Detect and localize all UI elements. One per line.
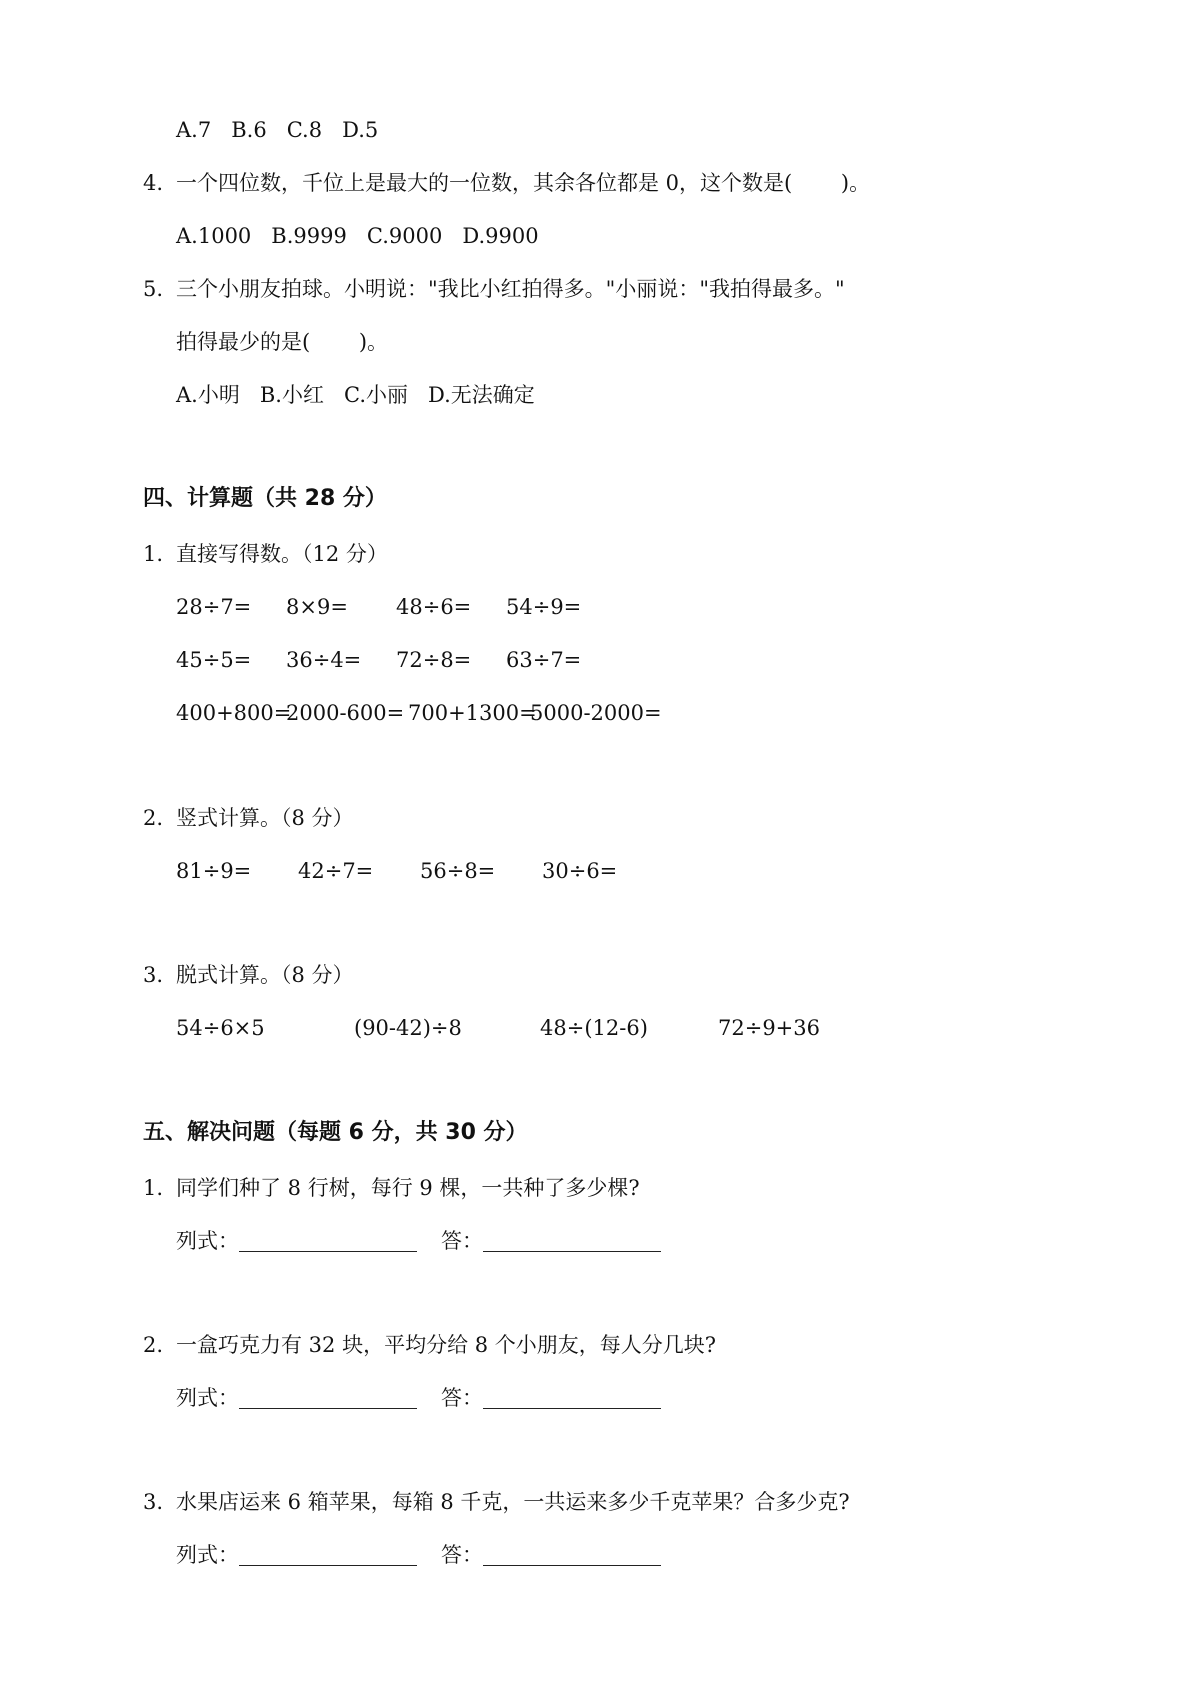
section4-title: 四、计算题（共 28 分） bbox=[143, 486, 387, 511]
answer-blank[interactable] bbox=[483, 1545, 661, 1566]
s5-p3-answer-row bbox=[176, 1545, 661, 1566]
calc-item: 28÷7= bbox=[176, 595, 252, 619]
q3-options: A.7 B.6 C.8 D.5 bbox=[176, 118, 379, 142]
q4-options: A.1000 B.9999 C.9000 D.9900 bbox=[176, 224, 539, 248]
s4-p1-number: 1. bbox=[143, 542, 164, 566]
calc-item: 30÷6= bbox=[542, 859, 618, 883]
calc-item: 48÷(12-6) bbox=[540, 1016, 648, 1040]
calc-row-3 bbox=[176, 703, 662, 724]
s4-p2-text: 竖式计算。（8 分） bbox=[176, 806, 354, 830]
calc-item: 45÷5= bbox=[176, 648, 252, 672]
calc-item: 63÷7= bbox=[506, 648, 582, 672]
calc-item: 36÷4= bbox=[286, 648, 362, 672]
section5-title: 五、解决问题（每题 6 分，共 30 分） bbox=[143, 1120, 528, 1145]
answer-label: 答： bbox=[441, 1229, 483, 1253]
q5-number: 5. bbox=[143, 277, 164, 301]
calc-item: (90-42)÷8 bbox=[354, 1016, 462, 1040]
calc-item: 54÷6×5 bbox=[176, 1016, 265, 1040]
calc-row-2 bbox=[176, 650, 581, 671]
q4-text: 一个四位数，千位上是最大的一位数，其余各位都是 0，这个数是( )。 bbox=[176, 171, 871, 195]
calc-item: 5000-2000= bbox=[530, 701, 662, 725]
formula-label: 列式： bbox=[176, 1386, 239, 1410]
s5-p2-number: 2. bbox=[143, 1333, 164, 1357]
calc-item: 81÷9= bbox=[176, 859, 252, 883]
formula-label: 列式： bbox=[176, 1229, 239, 1253]
calc-item: 72÷9+36 bbox=[718, 1016, 820, 1040]
formula-blank[interactable] bbox=[239, 1388, 417, 1409]
calc-item: 700+1300= bbox=[408, 701, 537, 725]
formula-blank[interactable] bbox=[239, 1231, 417, 1252]
calc-item: 54÷9= bbox=[506, 595, 582, 619]
calc-item: 42÷7= bbox=[298, 859, 374, 883]
s4-p2-number: 2. bbox=[143, 806, 164, 830]
answer-blank[interactable] bbox=[483, 1388, 661, 1409]
formula-blank[interactable] bbox=[239, 1545, 417, 1566]
calc-item: 72÷8= bbox=[396, 648, 472, 672]
answer-label: 答： bbox=[441, 1543, 483, 1567]
calc-item: 2000-600= bbox=[286, 701, 405, 725]
s5-p1-number: 1. bbox=[143, 1176, 164, 1200]
q5-text-line1: 三个小朋友拍球。小明说："我比小红拍得多。"小丽说："我拍得最多。" bbox=[176, 277, 845, 301]
formula-label: 列式： bbox=[176, 1543, 239, 1567]
answer-label: 答： bbox=[441, 1386, 483, 1410]
calc-item: 48÷6= bbox=[396, 595, 472, 619]
s5-p2-text: 一盒巧克力有 32 块，平均分给 8 个小朋友，每人分几块? bbox=[176, 1333, 717, 1357]
calc-item: 400+800= bbox=[176, 701, 292, 725]
step-calc-row bbox=[176, 1018, 820, 1039]
s5-p1-answer-row bbox=[176, 1231, 661, 1252]
vertical-calc-row bbox=[176, 861, 617, 882]
s4-p1-text: 直接写得数。（12 分） bbox=[176, 542, 388, 566]
calc-row-1 bbox=[176, 597, 581, 618]
s4-p3-text: 脱式计算。（8 分） bbox=[176, 963, 354, 987]
q5-text-line2: 拍得最少的是( )。 bbox=[176, 330, 389, 354]
q4-number: 4. bbox=[143, 171, 164, 195]
s5-p2-answer-row bbox=[176, 1388, 661, 1409]
s5-p3-text: 水果店运来 6 箱苹果，每箱 8 千克，一共运来多少千克苹果？合多少克? bbox=[176, 1490, 850, 1514]
calc-item: 56÷8= bbox=[420, 859, 496, 883]
s5-p1-text: 同学们种了 8 行树，每行 9 棵，一共种了多少棵? bbox=[176, 1176, 640, 1200]
answer-blank[interactable] bbox=[483, 1231, 661, 1252]
calc-item: 8×9= bbox=[286, 595, 348, 619]
q5-options: A.小明 B.小红 C.小丽 D.无法确定 bbox=[176, 383, 535, 407]
s5-p3-number: 3. bbox=[143, 1490, 164, 1514]
s4-p3-number: 3. bbox=[143, 963, 164, 987]
